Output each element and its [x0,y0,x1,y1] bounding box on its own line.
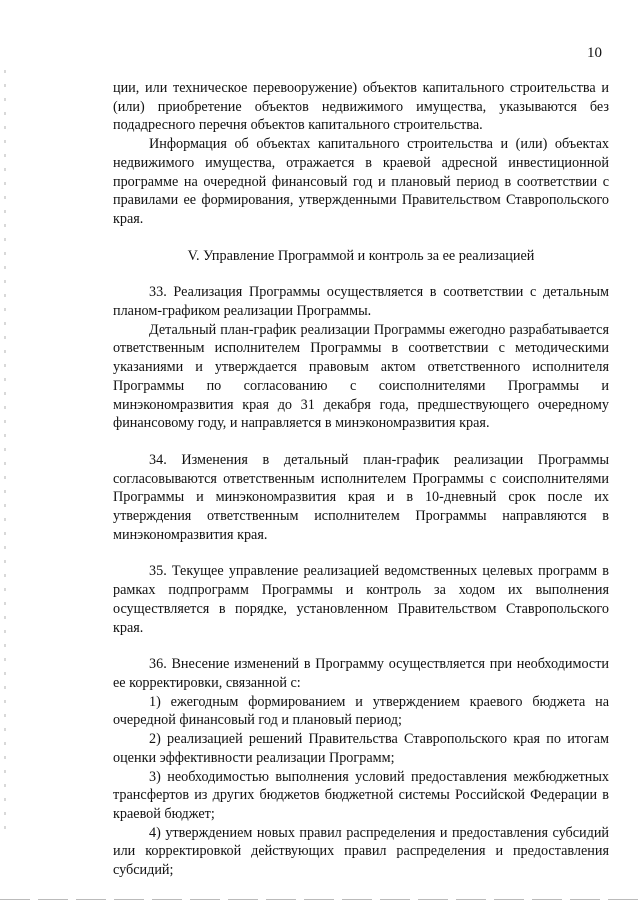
section-title: V. Управление Программой и контроль за ее реализацией [187,247,535,264]
item-36-intro: 36. Внесение изменений в Программу осуществляется при необходимости ее корректировки, связанной с: [113,656,609,691]
item-36-subitem-1: 1) ежегодным формированием и утверждением краевого бюджета на очередной финансовый год и плановый период; [113,693,609,729]
document-body [113,79,609,880]
item-33-detail-paragraph: Детальный план-график реализации Программы ежегодно разрабатывается ответственным исполнителем Программы в соответствии с методическими указаниями и утверждается правовым актом ответственного исполнителя Программы по согласованию с соисполнителями Программы и минэкономразвития края до 31 декабря года, предшествующего очередному финансовому году, и направляется в минэкономразвития края. [113,321,609,432]
scan-bottom-edge [0,899,640,900]
page-number: 10 [587,45,602,61]
item-36-subitem-4: 4) утверждением новых правил распределения и предоставления субсидий или корректировкой действующих правил распределения и предоставления субсидий; [113,824,609,879]
item-35-paragraph: 35. Текущее управление реализацией ведомственных целевых программ в рамках подпрограмм Программы и контроль за ходом их выполнения осуществляется в порядке, установленном Правительством Ставропольского края. [113,563,609,636]
item-36-subitem-2: 2) реализацией решений Правительства Ставропольского края по итогам оценки эффективности реализации Программ; [113,731,609,766]
scan-edge-marks [4,70,6,830]
item-36-subitem-3: 3) необходимостью выполнения условий предоставления межбюджетных трансфертов из других бюджетов бюджетной системы Российской Федерации в краевой бюджет; [113,768,609,822]
paragraph-info-objects: Информация об объектах капитального строительства и (или) объектах недвижимого имущества, отражается в краевой адресной инвестиционной программе на очередной финансовый год и плановый период в соответствии с правилами ее формирования, утвержденными Правительством Ставропольского края. [113,136,609,227]
item-33-paragraph: 33. Реализация Программы осуществляется в соответствии с детальным планом-графиком реализации Программы. [113,284,609,320]
item-34-paragraph: 34. Изменения в детальный план-график реализации Программы согласовываются ответственным исполнителем Программы с соисполнителями Программы и минэкономразвития края и в 10-дневный срок после их утверждения ответственным исполнителем Программы направляются в минэкономразвития края. [113,451,609,543]
paragraph-continuation: ции, или техническое перевооружение) объектов капитального строительства и (или) приобретение объектов недвижимого имущества, указываются без подадресного перечня объектов капитального строительства. [113,80,609,134]
